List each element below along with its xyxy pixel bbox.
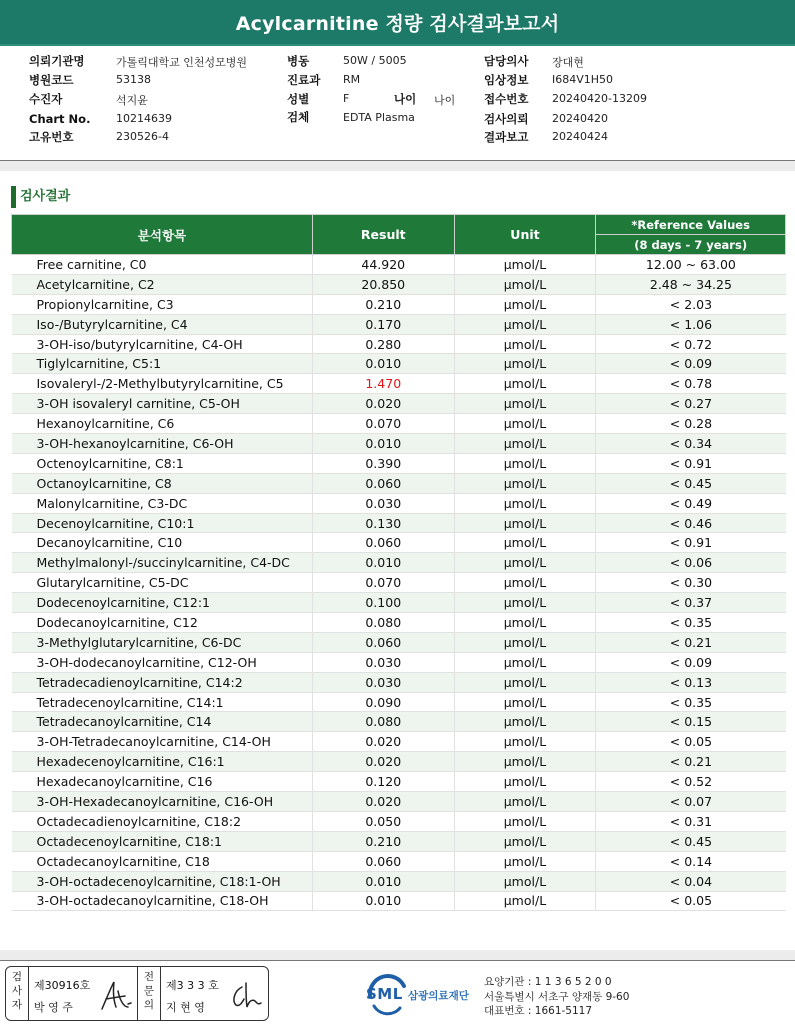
approver-name: 지 현 영 [166,1001,205,1014]
table-row [12,831,786,851]
table-row [12,314,786,334]
sex-value: F [343,92,350,105]
analyte-name: Malonylcarnitine, C3-DC [12,493,313,513]
reference-value: 12.00 ~ 63.00 [596,255,786,275]
approver-caption: 전문의 [143,971,155,1011]
ward-value: 50W / 5005 [343,54,407,67]
analyte-name: 3-OH isovaleryl carnitine, C5-OH [12,394,313,414]
result-value: 0.120 [312,772,454,792]
table-row [12,772,786,792]
table-row [12,871,786,891]
signature-box [5,966,269,1021]
analyte-name: Octadecanoylcarnitine, C18 [12,851,313,871]
result-value: 0.010 [312,891,454,911]
unit-value: μmol/L [454,414,596,434]
result-value: 0.060 [312,632,454,652]
analyte-name: Methylmalonyl-/succinylcarnitine, C4-DC [12,553,313,573]
analyte-name: Tiglylcarnitine, C5:1 [12,354,313,374]
reference-value: < 0.28 [596,414,786,434]
results-table [11,214,786,911]
result-value: 0.390 [312,453,454,473]
receipt-no-value: 20240420-13209 [552,92,647,105]
result-value: 0.030 [312,672,454,692]
analyte-name: 3-Methylglutarylcarnitine, C6-DC [12,632,313,652]
reference-value: < 0.35 [596,613,786,633]
lab-info [484,975,629,1019]
unit-value: μmol/L [454,672,596,692]
reference-value: < 0.07 [596,792,786,812]
analyte-name: Glutarylcarnitine, C5-DC [12,573,313,593]
reference-value: < 0.14 [596,851,786,871]
ward-label: 병동 [287,54,310,68]
table-row [12,334,786,354]
reference-value: < 0.78 [596,374,786,394]
department-label: 진료과 [287,73,321,87]
unit-value: μmol/L [454,891,596,911]
tester-signature [98,977,134,1015]
header-reference: *Reference Values [596,215,786,235]
table-row [12,533,786,553]
age-label: 나이 [394,92,417,106]
sex-label: 성별 [287,92,310,106]
analyte-name: Acetylcarnitine, C2 [12,274,313,294]
unit-value: μmol/L [454,632,596,652]
analyte-name: Dodecanoylcarnitine, C12 [12,613,313,633]
table-row [12,434,786,454]
unit-value: μmol/L [454,553,596,573]
analyte-name: Hexadecenoylcarnitine, C16:1 [12,752,313,772]
table-row [12,513,786,533]
lab-phone: 대표번호 : 1661-5117 [484,1005,593,1017]
result-value: 0.090 [312,692,454,712]
unit-value: μmol/L [454,652,596,672]
unit-value: μmol/L [454,792,596,812]
result-value: 0.010 [312,354,454,374]
title-underline [0,44,795,46]
approver-signature [228,979,264,1013]
analyte-name: Octenoylcarnitine, C8:1 [12,453,313,473]
department-value: RM [343,73,361,86]
unit-value: μmol/L [454,712,596,732]
table-row [12,374,786,394]
unit-value: μmol/L [454,692,596,712]
reference-value: < 0.06 [596,553,786,573]
analyte-name: Hexadecanoylcarnitine, C16 [12,772,313,792]
table-row [12,414,786,434]
patient-name-value: 석지윤 [116,94,148,107]
analyte-name: Tetradecadienoylcarnitine, C14:2 [12,672,313,692]
result-value: 0.080 [312,712,454,732]
reference-value: < 0.34 [596,434,786,454]
table-row [12,255,786,275]
result-value: 0.020 [312,394,454,414]
specimen-value: EDTA Plasma [343,111,415,124]
sml-logo [366,972,476,1016]
unit-value: μmol/L [454,334,596,354]
analyte-name: Propionylcarnitine, C3 [12,294,313,314]
table-row [12,752,786,772]
table-row [12,354,786,374]
table-row [12,394,786,414]
reference-value: < 0.15 [596,712,786,732]
unit-value: μmol/L [454,513,596,533]
age-value: 나이 [434,94,456,107]
unit-value: μmol/L [454,314,596,334]
result-value: 0.050 [312,811,454,831]
reference-value: < 0.46 [596,513,786,533]
analyte-name: 3-OH-Tetradecanoylcarnitine, C14-OH [12,732,313,752]
footer-divider [0,960,795,961]
analyte-name: 3-OH-Hexadecanoylcarnitine, C16-OH [12,792,313,812]
unit-value: μmol/L [454,752,596,772]
result-value: 20.850 [312,274,454,294]
reference-value: < 0.21 [596,752,786,772]
table-row [12,672,786,692]
unique-no-value: 230526-4 [116,130,169,143]
reference-value: < 0.35 [596,692,786,712]
unit-value: μmol/L [454,374,596,394]
info-band [0,161,795,171]
receipt-no-label: 접수번호 [484,92,529,106]
result-value: 0.130 [312,513,454,533]
result-value: 0.060 [312,473,454,493]
reference-value: < 1.06 [596,314,786,334]
analyte-name: Isovaleryl-/2-Methylbutyrylcarnitine, C5 [12,374,313,394]
reference-value: < 0.04 [596,871,786,891]
reference-value: < 0.27 [596,394,786,414]
reference-value: < 0.49 [596,493,786,513]
reference-value: < 0.21 [596,632,786,652]
tester-license: 제30916호 [34,979,91,992]
reference-value: < 0.09 [596,652,786,672]
tester-caption: 검사자 [11,971,23,1011]
unit-value: μmol/L [454,831,596,851]
analyte-name: Decanoylcarnitine, C10 [12,533,313,553]
clinical-info-value: I684V1H50 [552,73,614,86]
unit-value: μmol/L [454,453,596,473]
signature-divider [160,967,161,1020]
signature-divider [28,967,29,1020]
analyte-name: Free carnitine, C0 [12,255,313,275]
section-heading: 검사결과 [11,186,70,208]
org-name: 삼광의료재단 [408,990,469,1002]
table-row [12,712,786,732]
reference-value: 2.48 ~ 34.25 [596,274,786,294]
reference-value: < 0.05 [596,732,786,752]
table-row [12,811,786,831]
result-value: 0.030 [312,493,454,513]
physician-value: 장대현 [552,56,584,69]
result-value: 0.210 [312,831,454,851]
analyte-name: Dodecenoylcarnitine, C12:1 [12,593,313,613]
analyte-name: Tetradecenoylcarnitine, C14:1 [12,692,313,712]
reference-value: < 0.91 [596,453,786,473]
header-analyte: 분석항목 [12,215,313,255]
report-date-value: 20240424 [552,130,608,143]
unit-value: μmol/L [454,294,596,314]
result-value: 1.470 [312,374,454,394]
header-reference-age: (8 days - 7 years) [596,235,786,255]
result-value: 0.020 [312,732,454,752]
unit-value: μmol/L [454,493,596,513]
header-result: Result [312,215,454,255]
result-value: 0.010 [312,553,454,573]
analyte-name: Octadecenoylcarnitine, C18:1 [12,831,313,851]
table-row [12,493,786,513]
result-value: 44.920 [312,255,454,275]
approver-license: 제3 3 3 호 [166,979,219,992]
analyte-name: Decenoylcarnitine, C10:1 [12,513,313,533]
result-value: 0.020 [312,792,454,812]
unit-value: μmol/L [454,613,596,633]
unit-value: μmol/L [454,255,596,275]
result-value: 0.170 [312,314,454,334]
reference-value: < 0.13 [596,672,786,692]
analyte-name: 3-OH-iso/butyrylcarnitine, C4-OH [12,334,313,354]
hospital-code-label: 병원코드 [29,73,74,87]
unit-value: μmol/L [454,871,596,891]
reference-value: < 0.91 [596,533,786,553]
report-date-label: 결과보고 [484,130,529,144]
analyte-name: 3-OH-hexanoylcarnitine, C6-OH [12,434,313,454]
result-value: 0.010 [312,434,454,454]
analyte-name: 3-OH-dodecanoylcarnitine, C12-OH [12,652,313,672]
reference-value: < 0.30 [596,573,786,593]
report-title: Acylcarnitine 정량 검사결과보고서 [0,0,795,44]
analyte-name: Octadecadienoylcarnitine, C18:2 [12,811,313,831]
unit-value: μmol/L [454,573,596,593]
results-body [12,255,786,911]
table-row [12,553,786,573]
table-row [12,652,786,672]
reference-value: < 0.72 [596,334,786,354]
footer-band [0,950,795,960]
analyte-name: 3-OH-octadecanoylcarnitine, C18-OH [12,891,313,911]
analyte-name: 3-OH-octadecenoylcarnitine, C18:1-OH [12,871,313,891]
result-value: 0.100 [312,593,454,613]
unit-value: μmol/L [454,354,596,374]
unit-value: μmol/L [454,772,596,792]
tester-name: 박 영 주 [34,1001,73,1014]
result-value: 0.010 [312,871,454,891]
unit-value: μmol/L [454,274,596,294]
result-value: 0.060 [312,533,454,553]
unit-value: μmol/L [454,732,596,752]
unit-value: μmol/L [454,851,596,871]
unit-value: μmol/L [454,533,596,553]
analyte-name: Hexanoylcarnitine, C6 [12,414,313,434]
chart-no-value: 10214639 [116,112,172,125]
table-row [12,692,786,712]
institution-label: 의뢰기관명 [29,54,85,68]
unit-value: μmol/L [454,811,596,831]
table-row [12,453,786,473]
table-row [12,593,786,613]
table-row [12,573,786,593]
table-row [12,632,786,652]
unit-value: μmol/L [454,434,596,454]
result-value: 0.020 [312,752,454,772]
signature-divider [137,967,138,1020]
request-date-label: 검사의뢰 [484,112,529,126]
chart-no-label: Chart No. [29,112,91,126]
table-row [12,851,786,871]
unit-value: μmol/L [454,473,596,493]
institution-value: 가톨릭대학교 인천성모병원 [116,56,248,69]
reference-value: < 2.03 [596,294,786,314]
care-institution-no: 요양기관 : 1 1 3 6 5 2 0 0 [484,976,612,988]
table-row [12,613,786,633]
lab-address: 서울특별시 서초구 양재동 9-60 [484,990,630,1003]
patient-name-label: 수진자 [29,92,63,106]
unique-no-label: 고유번호 [29,130,74,144]
unit-value: μmol/L [454,394,596,414]
reference-value: < 0.31 [596,811,786,831]
specimen-label: 검체 [287,110,310,124]
table-row [12,792,786,812]
result-value: 0.210 [312,294,454,314]
result-value: 0.030 [312,652,454,672]
sml-logo-text: SML [366,985,403,1003]
analyte-name: Octanoylcarnitine, C8 [12,473,313,493]
table-row [12,294,786,314]
reference-value: < 0.45 [596,473,786,493]
result-value: 0.060 [312,851,454,871]
clinical-info-label: 임상정보 [484,73,529,87]
reference-value: < 0.52 [596,772,786,792]
patient-info-block [0,50,795,155]
request-date-value: 20240420 [552,112,608,125]
result-value: 0.070 [312,573,454,593]
reference-value: < 0.09 [596,354,786,374]
table-row [12,891,786,911]
table-row [12,473,786,493]
physician-label: 담당의사 [484,54,529,68]
analyte-name: Tetradecanoylcarnitine, C14 [12,712,313,732]
reference-value: < 0.45 [596,831,786,851]
reference-value: < 0.05 [596,891,786,911]
analyte-name: Iso-/Butyrylcarnitine, C4 [12,314,313,334]
table-row [12,274,786,294]
result-value: 0.280 [312,334,454,354]
unit-value: μmol/L [454,593,596,613]
header-unit: Unit [454,215,596,255]
table-row [12,732,786,752]
result-value: 0.080 [312,613,454,633]
hospital-code-value: 53138 [116,73,151,86]
result-value: 0.070 [312,414,454,434]
reference-value: < 0.37 [596,593,786,613]
